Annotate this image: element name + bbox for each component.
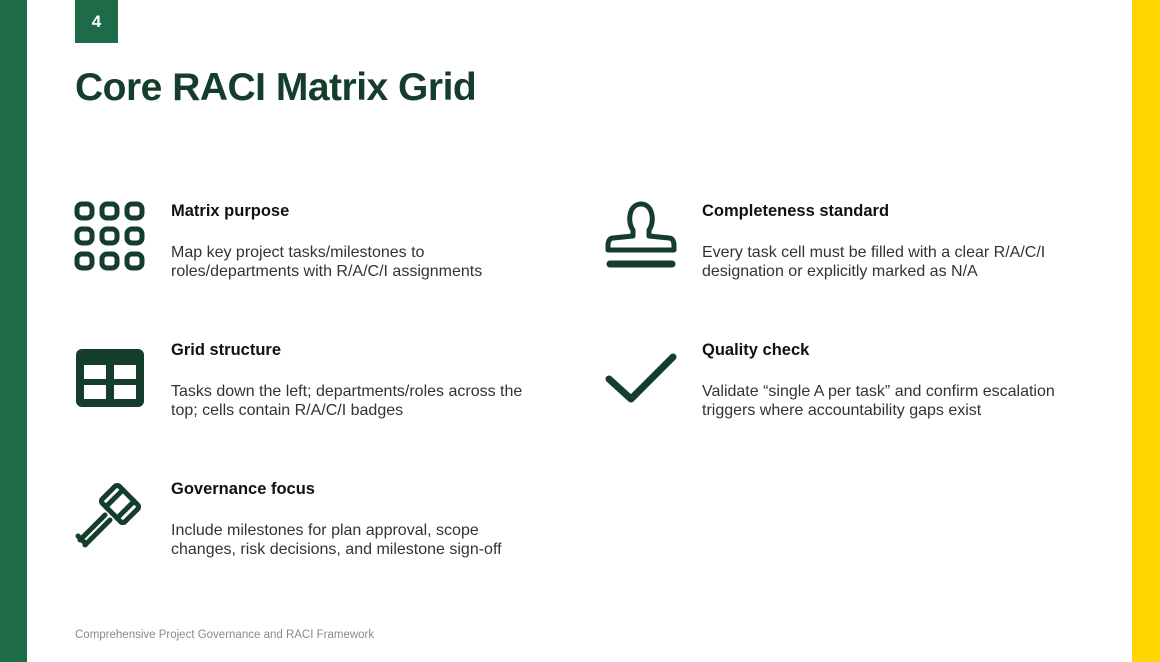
feature-title: Matrix purpose <box>171 202 290 220</box>
feature-body: Map key project tasks/milestones to roles/departments with R/A/C/I assignments <box>171 244 483 280</box>
right-accent-bar <box>1132 0 1160 662</box>
gavel-icon <box>74 478 146 550</box>
feature-title: Grid structure <box>171 341 282 359</box>
stamp-icon <box>605 200 677 272</box>
page-number-badge: 4 <box>75 0 118 43</box>
feature-title: Quality check <box>702 341 810 359</box>
left-accent-bar <box>0 0 27 662</box>
footer-text: Comprehensive Project Governance and RACI Framework <box>75 629 375 641</box>
feature-title: Governance focus <box>171 480 315 498</box>
grid-icon <box>74 200 146 272</box>
feature-body: Tasks down the left; departments/roles across the top; cells contain R/A/C/I badges <box>171 383 523 419</box>
table-icon <box>74 339 146 411</box>
slide-title: Core RACI Matrix Grid <box>75 66 477 109</box>
feature-body: Include milestones for plan approval, scope changes, risk decisions, and milestone sign-off <box>171 522 502 558</box>
feature-body: Every task cell must be filled with a clear R/A/C/I designation or explicitly marked as N/A <box>702 244 1046 280</box>
feature-body: Validate “single A per task” and confirm escalation triggers where accountability gaps exist <box>702 383 1055 419</box>
checkmark-icon <box>605 339 677 411</box>
feature-title: Completeness standard <box>702 202 890 220</box>
